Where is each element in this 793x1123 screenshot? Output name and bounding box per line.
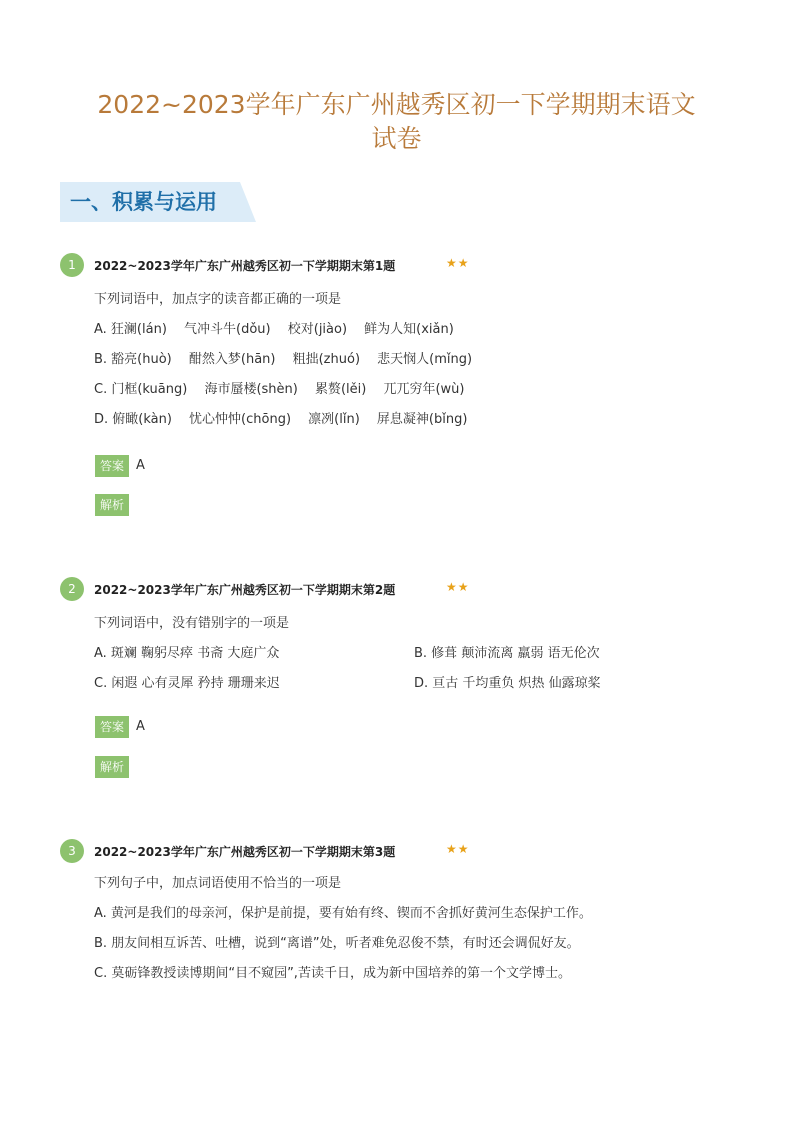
analysis-button[interactable]: 解析 (95, 756, 129, 778)
option-a: A. 黄河是我们的母亲河，保护是前提，要有始有终、锲而不舍抓好黄河生态保护工作。 (94, 906, 592, 921)
question-number-badge: 1 (60, 253, 84, 277)
option-c: C. 莫砺锋教授读博期间“目不窥园”,苦读千日，成为新中国培养的第一个文学博士。 (94, 966, 571, 981)
answer-value: A (136, 719, 145, 734)
question-stem: 下列句子中，加点词语使用不恰当的一项是 (94, 876, 342, 891)
question-number-badge: 2 (60, 577, 84, 601)
answer-tag: 答案 (95, 455, 129, 477)
question-stem: 下列词语中，加点字的读音都正确的一项是 (94, 292, 342, 307)
question-2 (60, 577, 740, 787)
question-header: 2022~2023学年广东广州越秀区初一下学期期末第3题 (94, 845, 396, 859)
answer-tag: 答案 (95, 716, 129, 738)
document-title (40, 88, 753, 156)
title-line-2: 试卷 (371, 124, 422, 153)
option-b: B. 朋友间相互诉苦、吐槽，说到“离谱”处，听者难免忍俊不禁，有时还会调侃好友。 (94, 936, 580, 951)
option-c: C. 闲遐 心有灵犀 矜持 珊珊来迟 (94, 676, 280, 691)
difficulty-stars: ★★ (446, 256, 470, 270)
question-1 (60, 253, 740, 523)
analysis-button[interactable]: 解析 (95, 494, 129, 516)
option-b: B. 修葺 颠沛流离 羸弱 语无伦次 (414, 646, 600, 661)
question-3 (60, 839, 740, 989)
question-header: 2022~2023学年广东广州越秀区初一下学期期末第2题 (94, 583, 396, 597)
question-header: 2022~2023学年广东广州越秀区初一下学期期末第1题 (94, 259, 396, 273)
title-line-1: 2022~2023学年广东广州越秀区初一下学期期末语文 (97, 90, 696, 119)
option-d: D. 俯瞰(kàn) 忧心忡忡(chōng) 凛冽(lǐn) 屏息凝神(bǐng) (94, 412, 468, 427)
section-header (60, 182, 256, 222)
answer-value: A (136, 458, 145, 473)
option-a: A. 狂澜(lán) 气冲斗牛(dǒu) 校对(jiào) 鲜为人知(xiǎn) (94, 322, 454, 337)
question-stem: 下列词语中，没有错别字的一项是 (94, 616, 290, 631)
option-a: A. 斑斓 鞠躬尽瘁 书斋 大庭广众 (94, 646, 280, 661)
option-b: B. 豁亮(huò) 酣然入梦(hān) 粗拙(zhuó) 悲天悯人(mǐng) (94, 352, 473, 367)
difficulty-stars: ★★ (446, 580, 470, 594)
option-d: D. 亘古 千均重负 炽热 仙露琼桨 (414, 676, 601, 691)
difficulty-stars: ★★ (446, 842, 470, 856)
option-c: C. 门框(kuāng) 海市蜃楼(shèn) 累赘(lěi) 兀兀穷年(wù) (94, 382, 465, 397)
question-number-badge: 3 (60, 839, 84, 863)
section-title: 一、积累与运用 (70, 190, 217, 214)
